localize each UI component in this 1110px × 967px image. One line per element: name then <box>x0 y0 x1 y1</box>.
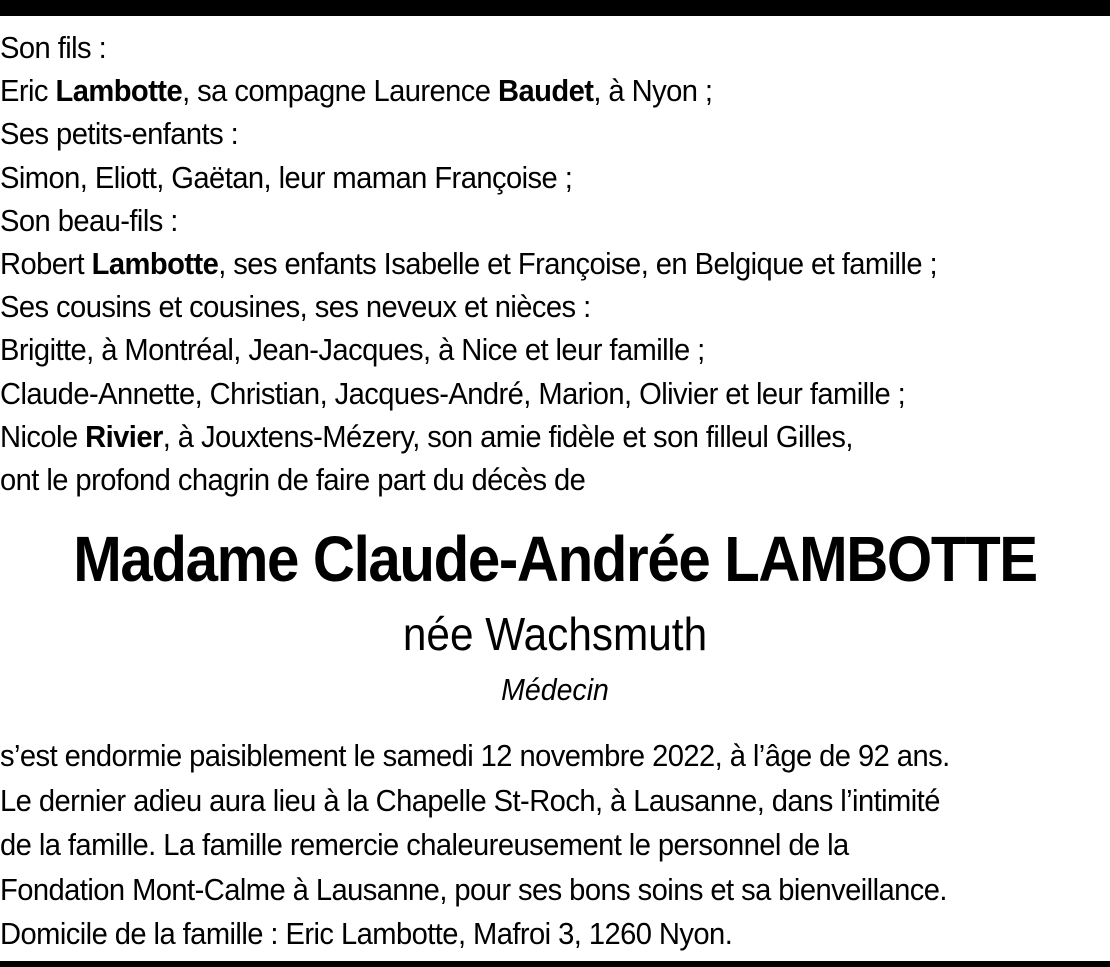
family-lines <box>0 26 1110 501</box>
family-line: Nicole Rivier, à Jouxtens-Mézery, son amie fidèle et son filleul Gilles, <box>0 418 853 454</box>
family-line: Ses petits-enfants : <box>0 116 239 152</box>
announcement-line: s’est endormie paisiblement le samedi 12 novembre 2022, à l’âge de 92 ans. <box>0 738 950 773</box>
bottom-border-rule <box>0 961 1110 967</box>
announcement-line: Le dernier adieu aura lieu à la Chapelle St-Roch, à Lausanne, dans l’intimité <box>0 782 940 818</box>
top-border-rule <box>0 0 1110 16</box>
announcement-line: Domicile de la famille : Eric Lambotte, Mafroi 3, 1260 Nyon. <box>0 916 733 951</box>
family-line: Son fils : <box>0 30 107 65</box>
surname: Baudet <box>497 73 594 109</box>
surname: Lambotte <box>55 73 183 109</box>
profession: Médecin <box>501 672 609 707</box>
family-list-section <box>0 26 1110 501</box>
family-line: Simon, Eliott, Gaëtan, leur maman Françoise ; <box>0 159 573 195</box>
family-line: Son beau-fils : <box>0 202 178 238</box>
surname: Rivier <box>85 418 163 454</box>
family-line: Claude-Annette, Christian, Jacques-André, Marion, Olivier et leur famille ; <box>0 375 906 411</box>
deceased-name: Madame Claude-Andrée LAMBOTTE <box>73 523 1037 595</box>
deceased-block <box>0 514 1110 710</box>
family-line: ont le profond chagrin de faire part du décès de <box>0 461 586 497</box>
maiden-name: née Wachsmuth <box>402 608 708 660</box>
family-line: Ses cousins et cousines, ses neveux et nièces : <box>0 289 591 325</box>
announcement-line: Fondation Mont-Calme à Lausanne, pour ses bons soins et sa bienveillance. <box>0 871 947 907</box>
announcement-section <box>0 734 1110 957</box>
announcement-line: de la famille. La famille remercie chaleureusement le personnel de la <box>0 827 849 862</box>
family-line: Brigitte, à Montréal, Jean-Jacques, à Nice et leur famille ; <box>0 332 705 368</box>
surname: Lambotte <box>91 245 219 281</box>
family-line: Eric Lambotte, sa compagne Laurence Baudet, à Nyon ; <box>0 73 713 109</box>
family-line: Robert Lambotte, ses enfants Isabelle et Françoise, en Belgique et famille ; <box>0 245 938 281</box>
